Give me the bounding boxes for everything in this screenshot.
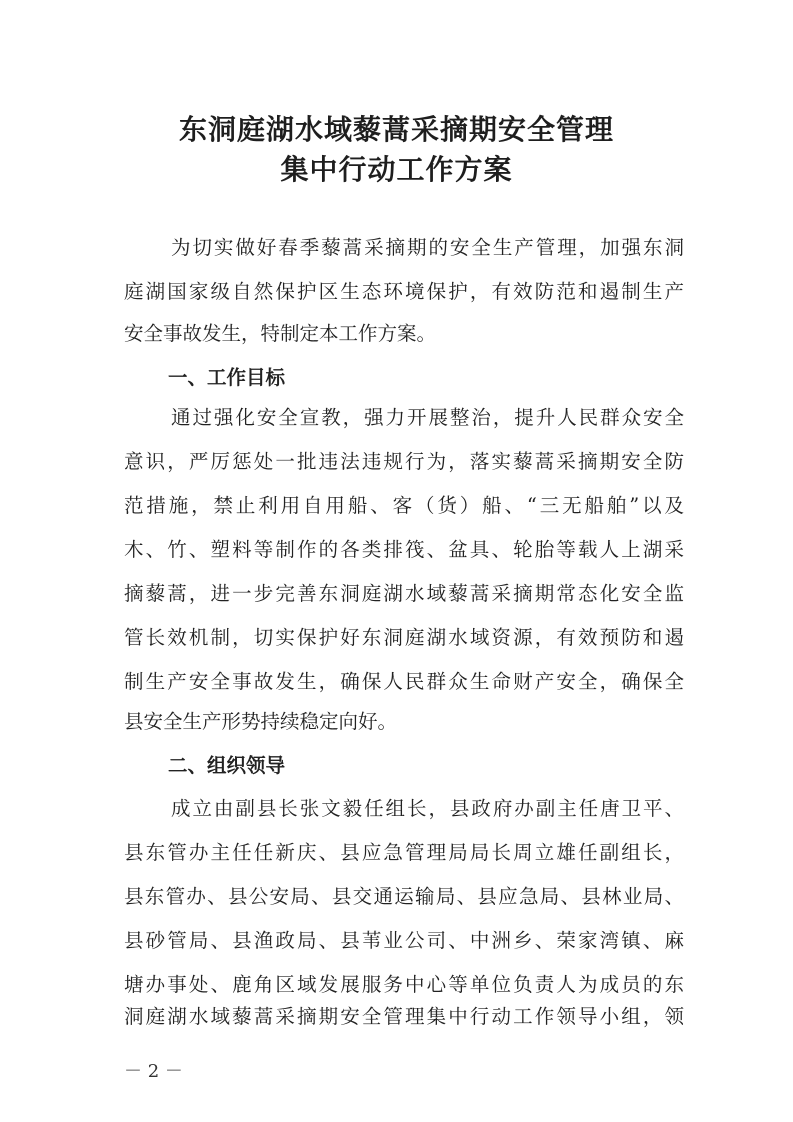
intro-line: 庭湖国家级自然保护区生态环境保护，有效防范和遏制生产 <box>124 280 684 303</box>
section2-line: 县东管办主任任新庆、县应急管理局局长周立雄任副组长， <box>124 841 684 864</box>
document-title-line-2: 集中行动工作方案 <box>280 153 513 186</box>
section2-line: 成立由副县长张文毅任组长，县政府办副主任唐卫平、 <box>171 797 684 820</box>
section1-line: 范措施，禁止利用自用船、客（货）船、“三无船舶”以及 <box>124 494 684 517</box>
section-heading-organization: 二、组织领导 <box>168 754 286 777</box>
section2-line: 洞庭湖水域藜蒿采摘期安全管理集中行动工作领导小组，领 <box>124 1005 684 1028</box>
intro-line: 为切实做好春季藜蒿采摘期的安全生产管理，加强东洞 <box>171 236 684 259</box>
document-title-line-1: 东洞庭湖水域藜蒿采摘期安全管理 <box>178 113 614 146</box>
page-number: － 2 － <box>124 1061 183 1082</box>
section1-line: 通过强化安全宣教，强力开展整治，提升人民群众安全 <box>171 406 684 429</box>
section1-line: 意识，严厉惩处一批违法违规行为，落实藜蒿采摘期安全防 <box>124 450 684 473</box>
section2-line: 塘办事处、鹿角区域发展服务中心等单位负责人为成员的东 <box>124 973 684 996</box>
section1-line: 县安全生产形势持续稳定向好。 <box>124 710 398 733</box>
section-heading-goals: 一、工作目标 <box>168 366 286 389</box>
section1-line: 管长效机制，切实保护好东洞庭湖水域资源，有效预防和遏 <box>124 626 684 649</box>
section2-line: 县东管办、县公安局、县交通运输局、县应急局、县林业局、 <box>124 885 684 908</box>
section1-line: 木、竹、塑料等制作的各类排筏、盆具、轮胎等载人上湖采 <box>124 538 684 561</box>
section1-line: 制生产安全事故发生，确保人民群众生命财产安全，确保全 <box>124 670 684 693</box>
section1-line: 摘藜蒿，进一步完善东洞庭湖水域藜蒿采摘期常态化安全监 <box>124 582 684 605</box>
section2-line: 县砂管局、县渔政局、县苇业公司、中洲乡、荣家湾镇、麻 <box>124 929 684 952</box>
intro-line: 安全事故发生，特制定本工作方案。 <box>124 322 437 345</box>
